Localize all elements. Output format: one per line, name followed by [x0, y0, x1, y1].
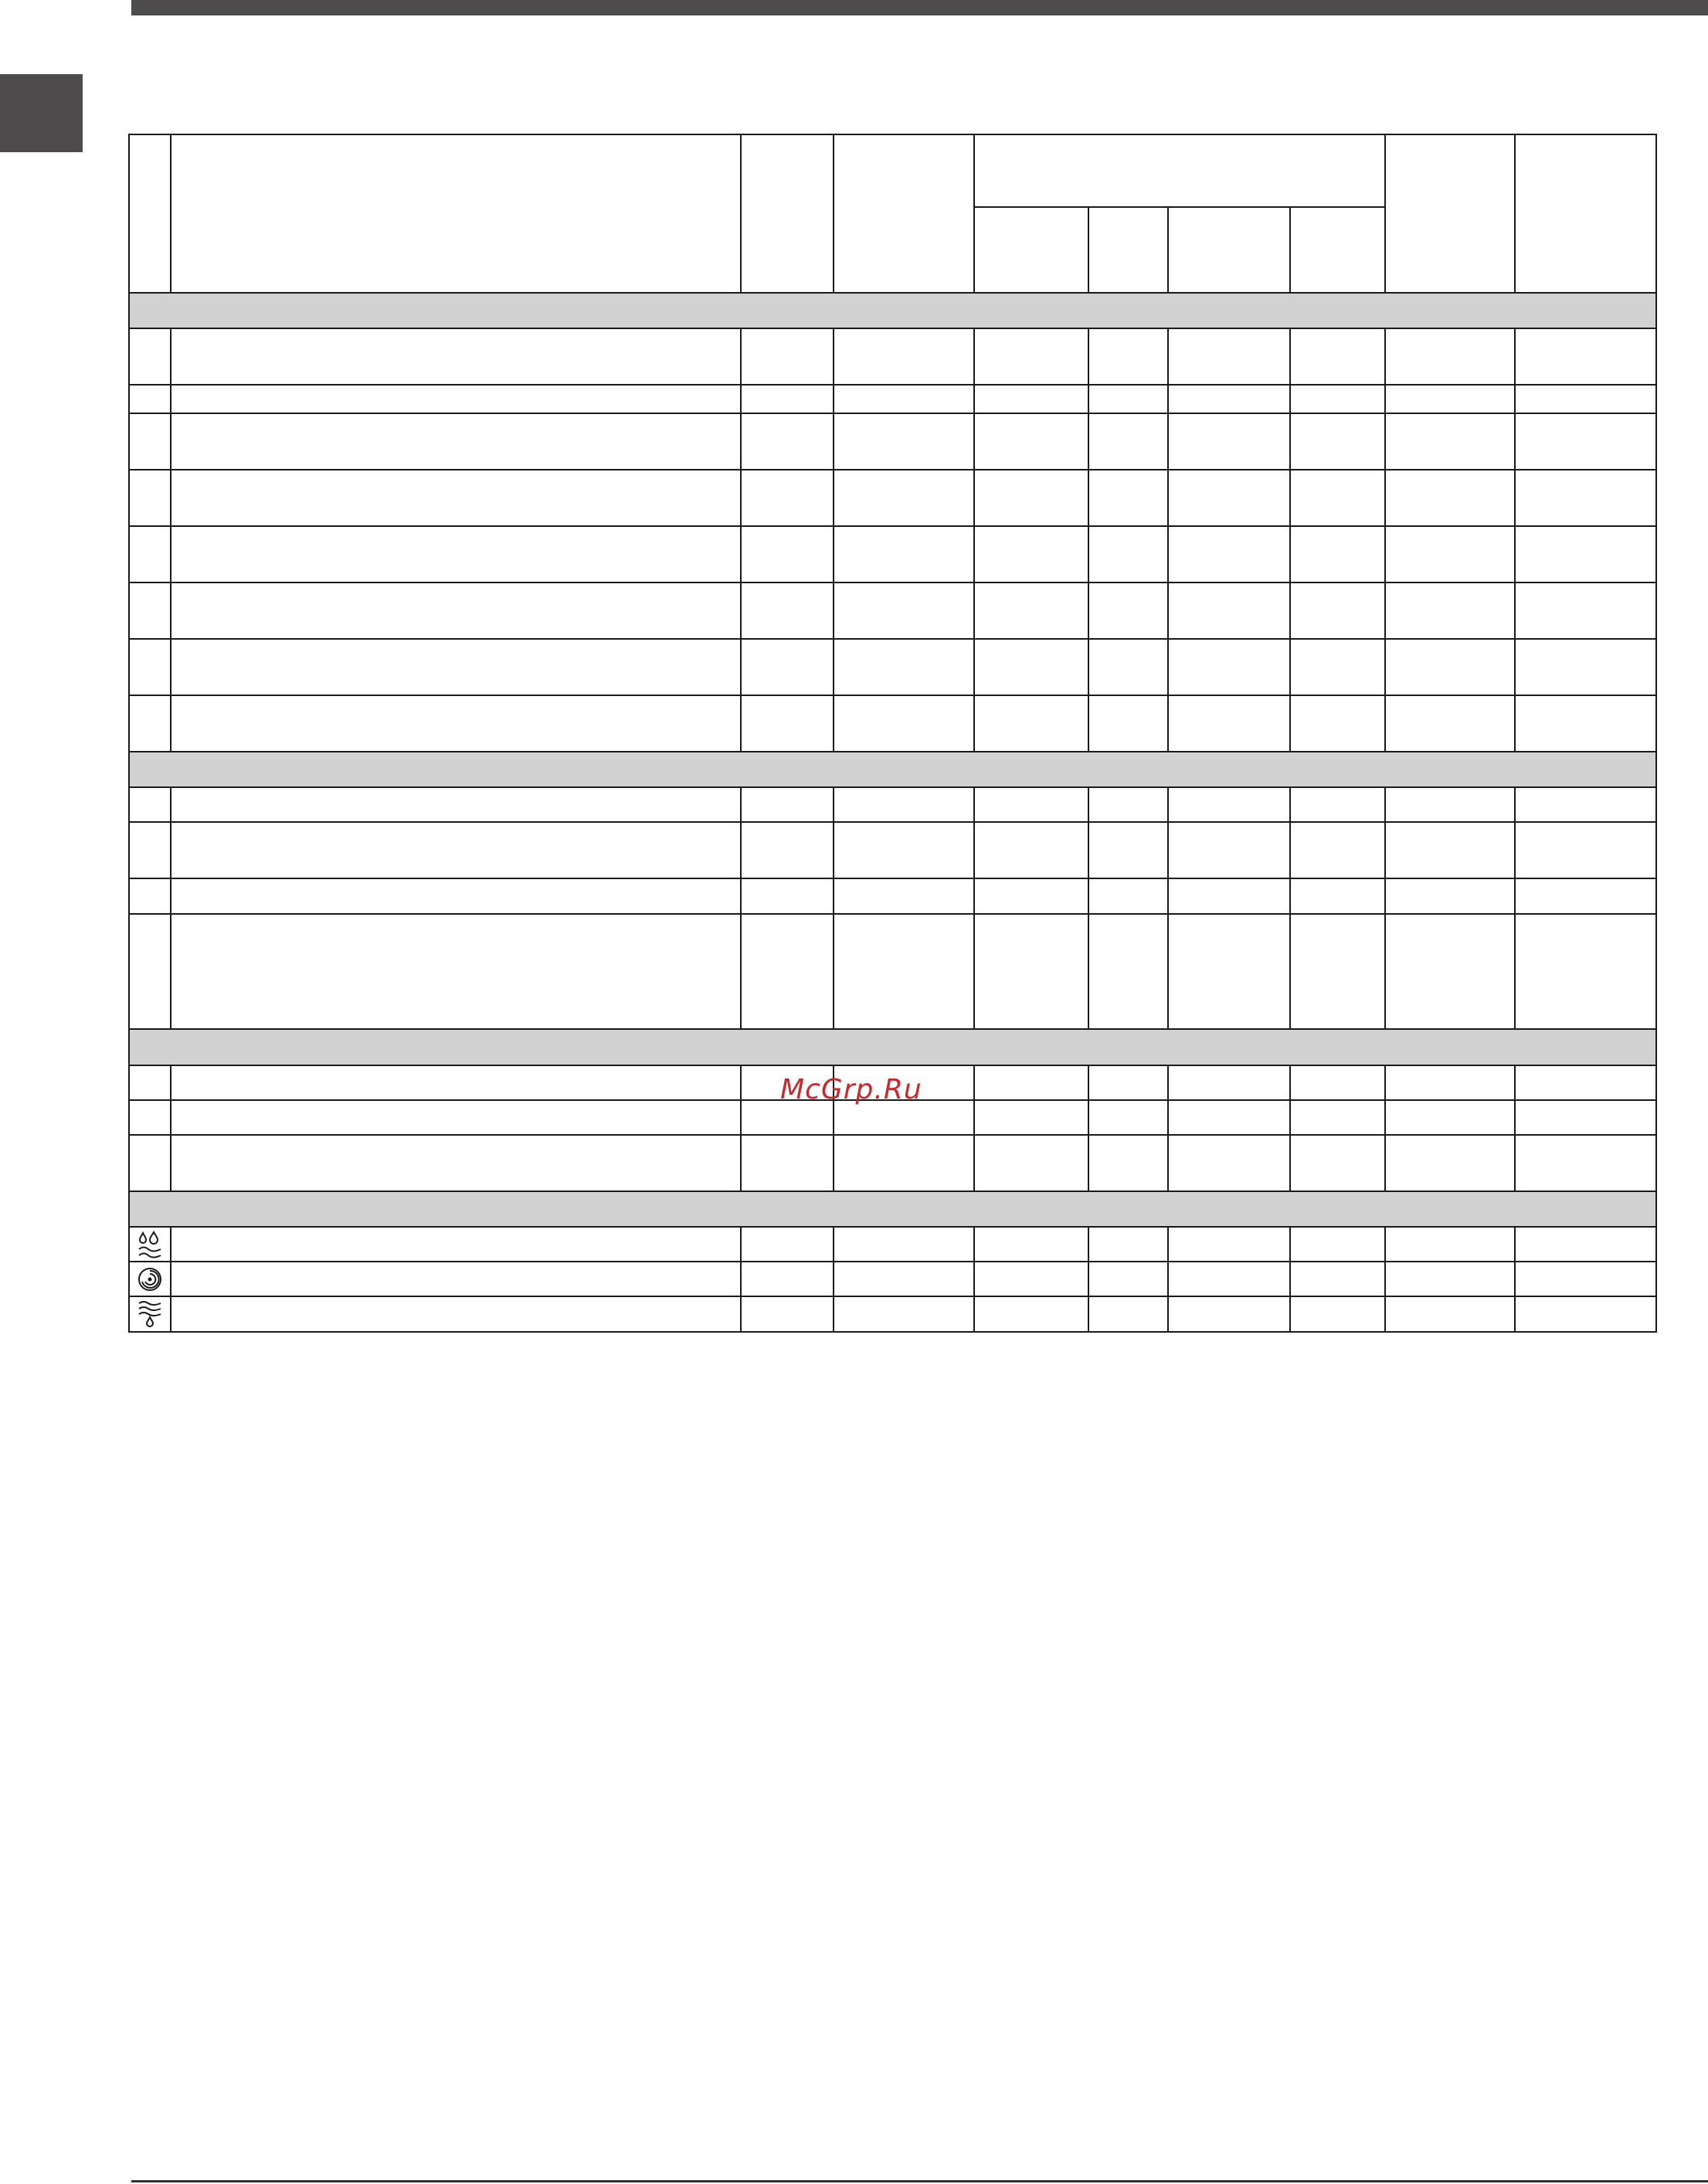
- table-cell-r10-c6: [1088, 821, 1169, 879]
- header-cell-detergent-softener: [1289, 206, 1386, 294]
- table-cell-r1-c4: [833, 328, 975, 386]
- table-cell-r7-c4: [833, 638, 975, 696]
- table-cell-r11-c7: [1167, 878, 1291, 915]
- table-cell-r16-c10: [1514, 1226, 1657, 1262]
- table-cell-r9-c4: [833, 786, 975, 823]
- table-cell-r17-c4: [833, 1261, 975, 1297]
- table-cell-r2-c1: [128, 384, 171, 414]
- table-cell-r13-c9: [1384, 1065, 1516, 1101]
- table-cell-r1-c5: [973, 328, 1089, 386]
- table-cell-r15-c9: [1384, 1134, 1516, 1192]
- table-cell-r5-c8: [1289, 525, 1386, 583]
- table-cell-r17-c8: [1289, 1261, 1386, 1297]
- table-cell-r12-c7: [1167, 913, 1291, 1030]
- table-cell-r18-c6: [1088, 1296, 1169, 1333]
- table-cell-r18-c2: [170, 1296, 742, 1333]
- table-cell-r13-c8: [1289, 1065, 1386, 1101]
- table-cell-r12-c5: [973, 913, 1089, 1030]
- table-cell-r9-c9: [1384, 786, 1516, 823]
- table-cell-r9-c8: [1289, 786, 1386, 823]
- table-cell-r2-c8: [1289, 384, 1386, 414]
- table-cell-r15-c2: [170, 1134, 742, 1192]
- section-band-1: [128, 292, 1657, 329]
- table-cell-r13-c2: [170, 1065, 742, 1101]
- table-cell-r12-c10: [1514, 913, 1657, 1030]
- table-cell-r5-c7: [1167, 525, 1291, 583]
- table-cell-r2-c7: [1167, 384, 1291, 414]
- footer-rule: [131, 2180, 1708, 2182]
- table-cell-r15-c6: [1088, 1134, 1169, 1192]
- table-cell-r6-c3: [740, 582, 834, 640]
- table-cell-r8-c7: [1167, 695, 1291, 752]
- table-cell-r6-c7: [1167, 582, 1291, 640]
- table-cell-r10-c1: [128, 821, 171, 879]
- table-cell-r17-c6: [1088, 1261, 1169, 1297]
- table-cell-r5-c1: [128, 525, 171, 583]
- table-cell-r18-c8: [1289, 1296, 1386, 1333]
- table-cell-r1-c10: [1514, 328, 1657, 386]
- table-cell-r12-c1: [128, 913, 171, 1030]
- table-cell-r5-c9: [1384, 525, 1516, 583]
- table-cell-r8-c8: [1289, 695, 1386, 752]
- table-cell-r16-c3: [740, 1226, 834, 1262]
- table-cell-r12-c4: [833, 913, 975, 1030]
- table-cell-r6-c8: [1289, 582, 1386, 640]
- table-cell-r3-c1: [128, 413, 171, 470]
- table-cell-r6-c1: [128, 582, 171, 640]
- table-cell-r11-c10: [1514, 878, 1657, 915]
- table-cell-r7-c8: [1289, 638, 1386, 696]
- table-cell-r12-c9: [1384, 913, 1516, 1030]
- table-cell-r7-c1: [128, 638, 171, 696]
- table-cell-r16-c8: [1289, 1226, 1386, 1262]
- table-cell-r7-c7: [1167, 638, 1291, 696]
- table-cell-r17-c2: [170, 1261, 742, 1297]
- table-cell-r10-c5: [973, 821, 1089, 879]
- table-cell-r16-c7: [1167, 1226, 1291, 1262]
- table-cell-r10-c8: [1289, 821, 1386, 879]
- header-cell-detergent-bleach: [1167, 206, 1291, 294]
- table-cell-r18-c7: [1167, 1296, 1291, 1333]
- table-cell-r11-c2: [170, 878, 742, 915]
- header-cell-detergents-group: [973, 134, 1386, 208]
- table-cell-r11-c5: [973, 878, 1089, 915]
- table-cell-r5-c3: [740, 525, 834, 583]
- table-cell-r7-c9: [1384, 638, 1516, 696]
- table-cell-r5-c6: [1088, 525, 1169, 583]
- table-cell-r10-c3: [740, 821, 834, 879]
- table-cell-r1-c6: [1088, 328, 1169, 386]
- table-cell-r4-c7: [1167, 469, 1291, 527]
- table-cell-r4-c5: [973, 469, 1089, 527]
- table-cell-r14-c6: [1088, 1099, 1169, 1136]
- table-cell-r14-c1: [128, 1099, 171, 1136]
- table-cell-r15-c10: [1514, 1134, 1657, 1192]
- table-cell-r13-c7: [1167, 1065, 1291, 1101]
- table-cell-r3-c4: [833, 413, 975, 470]
- table-cell-r14-c2: [170, 1099, 742, 1136]
- table-cell-r7-c5: [973, 638, 1089, 696]
- table-cell-r10-c9: [1384, 821, 1516, 879]
- table-cell-r12-c2: [170, 913, 742, 1030]
- table-cell-r7-c2: [170, 638, 742, 696]
- table-cell-r2-c6: [1088, 384, 1169, 414]
- table-cell-r17-c9: [1384, 1261, 1516, 1297]
- table-cell-r1-c8: [1289, 328, 1386, 386]
- table-cell-r1-c3: [740, 328, 834, 386]
- table-cell-r2-c3: [740, 384, 834, 414]
- table-cell-r17-c5: [973, 1261, 1089, 1297]
- table-cell-r5-c2: [170, 525, 742, 583]
- table-cell-r2-c9: [1384, 384, 1516, 414]
- table-cell-r9-c3: [740, 786, 834, 823]
- table-cell-r4-c3: [740, 469, 834, 527]
- table-cell-r4-c10: [1514, 469, 1657, 527]
- table-cell-r9-c1: [128, 786, 171, 823]
- table-cell-r1-c2: [170, 328, 742, 386]
- table-cell-r7-c6: [1088, 638, 1169, 696]
- table-cell-r16-c5: [973, 1226, 1089, 1262]
- table-cell-r8-c1: [128, 695, 171, 752]
- table-cell-r8-c10: [1514, 695, 1657, 752]
- section-band-4: [128, 1191, 1657, 1228]
- table-cell-r9-c2: [170, 786, 742, 823]
- table-cell-r16-c2: [170, 1226, 742, 1262]
- table-cell-r6-c10: [1514, 582, 1657, 640]
- table-cell-r11-c3: [740, 878, 834, 915]
- table-cell-r13-c6: [1088, 1065, 1169, 1101]
- table-cell-r11-c1: [128, 878, 171, 915]
- table-cell-r3-c2: [170, 413, 742, 470]
- table-cell-r16-c6: [1088, 1226, 1169, 1262]
- table-cell-r14-c7: [1167, 1099, 1291, 1136]
- table-cell-r8-c4: [833, 695, 975, 752]
- table-cell-r7-c10: [1514, 638, 1657, 696]
- table-cell-r3-c3: [740, 413, 834, 470]
- header-cell-detergent-prewash: [973, 206, 1089, 294]
- table-cell-r6-c4: [833, 582, 975, 640]
- table-cell-r2-c2: [170, 384, 742, 414]
- table-cell-r16-c4: [833, 1226, 975, 1262]
- table-cell-r4-c9: [1384, 469, 1516, 527]
- table-cell-r10-c10: [1514, 821, 1657, 879]
- drain-icon: [128, 1296, 171, 1333]
- table-cell-r14-c8: [1289, 1099, 1386, 1136]
- table-cell-r13-c1: [128, 1065, 171, 1101]
- table-cell-r17-c7: [1167, 1261, 1291, 1297]
- table-cell-r10-c7: [1167, 821, 1291, 879]
- table-cell-r3-c5: [973, 413, 1089, 470]
- table-cell-r4-c6: [1088, 469, 1169, 527]
- table-cell-r12-c6: [1088, 913, 1169, 1030]
- table-cell-r11-c6: [1088, 878, 1169, 915]
- table-cell-r14-c10: [1514, 1099, 1657, 1136]
- table-cell-r4-c4: [833, 469, 975, 527]
- table-cell-r15-c8: [1289, 1134, 1386, 1192]
- table-cell-r6-c9: [1384, 582, 1516, 640]
- table-cell-r9-c7: [1167, 786, 1291, 823]
- table-cell-r6-c2: [170, 582, 742, 640]
- table-cell-r14-c5: [973, 1099, 1089, 1136]
- table-cell-r15-c5: [973, 1134, 1089, 1192]
- table-cell-r15-c1: [128, 1134, 171, 1192]
- table-cell-r3-c8: [1289, 413, 1386, 470]
- stain-removal-icon: [128, 1226, 171, 1262]
- header-cell-max-load: [1384, 134, 1516, 294]
- table-cell-r18-c4: [833, 1296, 975, 1333]
- table-cell-r9-c5: [973, 786, 1089, 823]
- table-cell-r6-c5: [973, 582, 1089, 640]
- header-cell-cycle-duration: [1514, 134, 1657, 294]
- table-cell-r12-c3: [740, 913, 834, 1030]
- header-cell-detergent-wash: [1088, 206, 1169, 294]
- table-cell-r11-c4: [833, 878, 975, 915]
- table-cell-r2-c5: [973, 384, 1089, 414]
- table-cell-r12-c8: [1289, 913, 1386, 1030]
- table-cell-r13-c5: [973, 1065, 1089, 1101]
- table-cell-r16-c9: [1384, 1226, 1516, 1262]
- table-cell-r4-c2: [170, 469, 742, 527]
- table-cell-r3-c10: [1514, 413, 1657, 470]
- table-cell-r1-c9: [1384, 328, 1516, 386]
- header-cell-programme: [170, 134, 742, 294]
- table-cell-r15-c4: [833, 1134, 975, 1192]
- table-cell-r6-c6: [1088, 582, 1169, 640]
- table-cell-r14-c9: [1384, 1099, 1516, 1136]
- table-cell-r18-c10: [1514, 1296, 1657, 1333]
- table-cell-r18-c9: [1384, 1296, 1516, 1333]
- table-cell-r1-c1: [128, 328, 171, 386]
- table-cell-r8-c2: [170, 695, 742, 752]
- table-cell-r8-c3: [740, 695, 834, 752]
- header-cell-spin-speed: [833, 134, 975, 294]
- section-band-2: [128, 751, 1657, 788]
- table-cell-r8-c6: [1088, 695, 1169, 752]
- table-cell-r18-c3: [740, 1296, 834, 1333]
- table-cell-r5-c4: [833, 525, 975, 583]
- table-cell-r10-c2: [170, 821, 742, 879]
- watermark-text: McGrp.Ru: [780, 1074, 922, 1106]
- table-cell-r5-c5: [973, 525, 1089, 583]
- table-cell-r4-c8: [1289, 469, 1386, 527]
- table-cell-r4-c1: [128, 469, 171, 527]
- table-cell-r10-c4: [833, 821, 975, 879]
- section-band-3: [128, 1028, 1657, 1066]
- table-cell-r8-c5: [973, 695, 1089, 752]
- table-cell-r2-c10: [1514, 384, 1657, 414]
- table-cell-r11-c8: [1289, 878, 1386, 915]
- table-cell-r15-c7: [1167, 1134, 1291, 1192]
- table-cell-r9-c10: [1514, 786, 1657, 823]
- table-cell-r18-c5: [973, 1296, 1089, 1333]
- spin-icon: [128, 1261, 171, 1297]
- header-cell-temperature: [740, 134, 834, 294]
- table-cell-r15-c3: [740, 1134, 834, 1192]
- table-cell-r7-c3: [740, 638, 834, 696]
- table-cell-r3-c7: [1167, 413, 1291, 470]
- table-cell-r13-c10: [1514, 1065, 1657, 1101]
- table-cell-r17-c10: [1514, 1261, 1657, 1297]
- table-cell-r2-c4: [833, 384, 975, 414]
- table-cell-r11-c9: [1384, 878, 1516, 915]
- table-cell-r1-c7: [1167, 328, 1291, 386]
- table-cell-r5-c10: [1514, 525, 1657, 583]
- table-cell-r17-c3: [740, 1261, 834, 1297]
- table-cell-r9-c6: [1088, 786, 1169, 823]
- table-cell-r3-c6: [1088, 413, 1169, 470]
- header-cell-number: [128, 134, 171, 294]
- table-cell-r8-c9: [1384, 695, 1516, 752]
- table-cell-r3-c9: [1384, 413, 1516, 470]
